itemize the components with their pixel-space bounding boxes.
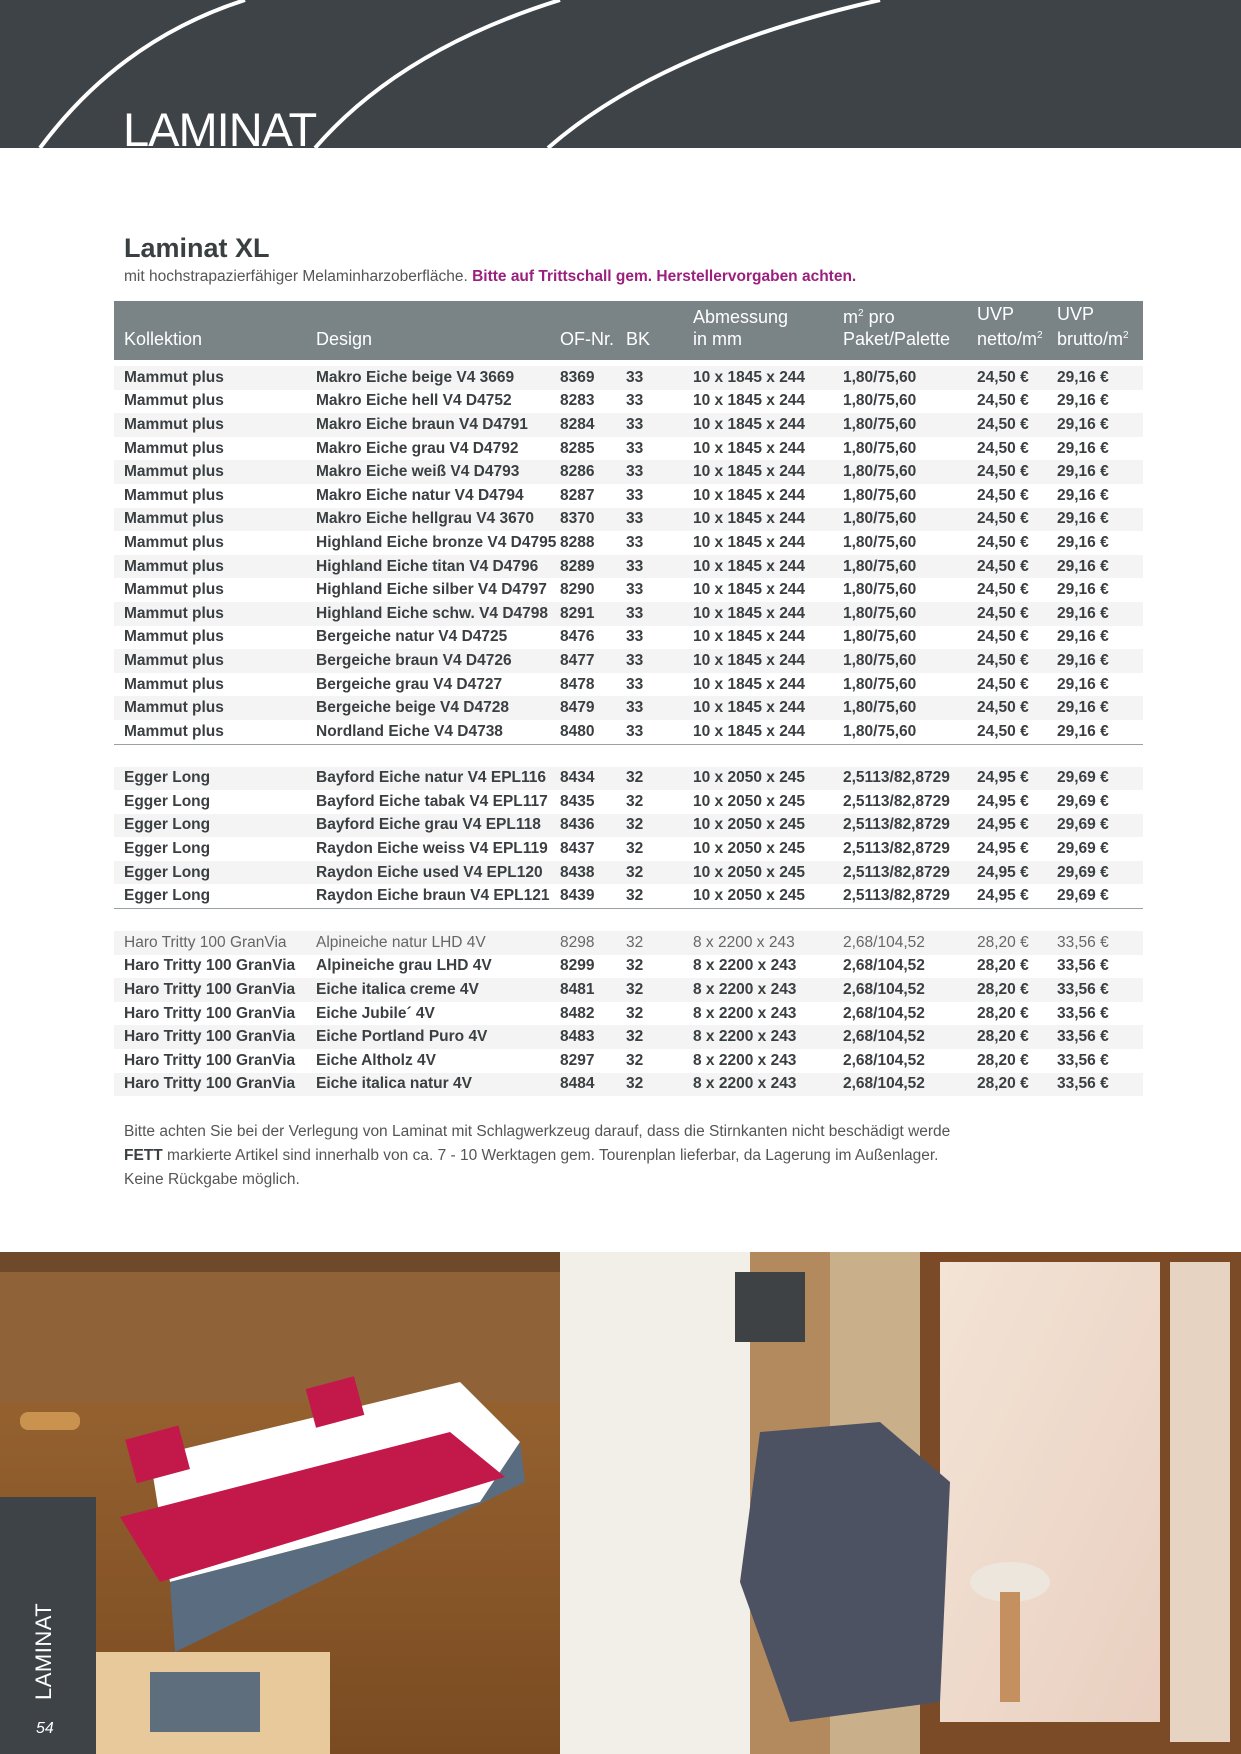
cell-bk: 33 bbox=[624, 602, 683, 626]
cell-brutto: 29,16 € bbox=[1055, 696, 1143, 720]
table-row bbox=[114, 814, 1143, 838]
cell-netto: 24,50 € bbox=[967, 437, 1055, 461]
cell-netto: 24,50 € bbox=[967, 484, 1055, 508]
table-row bbox=[114, 767, 1143, 791]
cell-of-nr: 8481 bbox=[558, 978, 624, 1002]
col-header-abmessung: Abmessung in mm bbox=[683, 301, 833, 360]
cell-brutto: 29,16 € bbox=[1055, 578, 1143, 602]
cell-of-nr: 8297 bbox=[558, 1049, 624, 1073]
cell-netto: 24,50 € bbox=[967, 555, 1055, 579]
cell-abmessung: 8 x 2200 x 243 bbox=[683, 1073, 833, 1097]
cell-abmessung: 10 x 1845 x 244 bbox=[683, 602, 833, 626]
table-row bbox=[114, 1049, 1143, 1073]
cell-bk: 33 bbox=[624, 413, 683, 437]
table-row bbox=[114, 1002, 1143, 1026]
cell-of-nr: 8288 bbox=[558, 531, 624, 555]
cell-abmessung: 10 x 1845 x 244 bbox=[683, 696, 833, 720]
cell-netto: 28,20 € bbox=[967, 1002, 1055, 1026]
cell-brutto: 29,69 € bbox=[1055, 767, 1143, 791]
cell-brutto: 29,16 € bbox=[1055, 460, 1143, 484]
cell-netto: 24,50 € bbox=[967, 602, 1055, 626]
cell-design: Raydon Eiche used V4 EPL120 bbox=[306, 861, 558, 885]
cell-brutto: 29,69 € bbox=[1055, 814, 1143, 838]
cell-brutto: 29,16 € bbox=[1055, 531, 1143, 555]
cell-bk: 33 bbox=[624, 390, 683, 414]
cell-of-nr: 8298 bbox=[558, 931, 624, 955]
cell-abmessung: 10 x 1845 x 244 bbox=[683, 531, 833, 555]
cell-abmessung: 10 x 1845 x 244 bbox=[683, 626, 833, 650]
cell-kollektion: Haro Tritty 100 GranVia bbox=[114, 1025, 306, 1049]
cell-kollektion: Mammut plus bbox=[114, 531, 306, 555]
cell-netto: 24,50 € bbox=[967, 626, 1055, 650]
cell-m2: 1,80/75,60 bbox=[833, 390, 967, 414]
cell-kollektion: Haro Tritty 100 GranVia bbox=[114, 955, 306, 979]
cell-kollektion: Mammut plus bbox=[114, 720, 306, 744]
table-row bbox=[114, 790, 1143, 814]
cell-m2: 2,68/104,52 bbox=[833, 1049, 967, 1073]
cell-design: Highland Eiche schw. V4 D4798 bbox=[306, 602, 558, 626]
cell-bk: 32 bbox=[624, 861, 683, 885]
table-row bbox=[114, 955, 1143, 979]
cell-of-nr: 8284 bbox=[558, 413, 624, 437]
cell-brutto: 29,16 € bbox=[1055, 555, 1143, 579]
cell-design: Highland Eiche titan V4 D4796 bbox=[306, 555, 558, 579]
cell-brutto: 29,16 € bbox=[1055, 602, 1143, 626]
subtitle-plain: mit hochstrapazierfähiger Melaminharzoberfläche. bbox=[124, 268, 468, 285]
cell-m2: 2,5113/82,8729 bbox=[833, 790, 967, 814]
cell-abmessung: 8 x 2200 x 243 bbox=[683, 1025, 833, 1049]
cell-of-nr: 8439 bbox=[558, 884, 624, 908]
cell-bk: 32 bbox=[624, 837, 683, 861]
cell-kollektion: Mammut plus bbox=[114, 578, 306, 602]
cell-design: Makro Eiche weiß V4 D4793 bbox=[306, 460, 558, 484]
cell-bk: 33 bbox=[624, 649, 683, 673]
cell-netto: 28,20 € bbox=[967, 955, 1055, 979]
table-row bbox=[114, 673, 1143, 697]
bedroom-illustration bbox=[0, 1252, 1241, 1754]
cell-design: Bergeiche natur V4 D4725 bbox=[306, 626, 558, 650]
cell-m2: 2,5113/82,8729 bbox=[833, 837, 967, 861]
table-row bbox=[114, 720, 1143, 744]
cell-netto: 24,50 € bbox=[967, 673, 1055, 697]
cell-of-nr: 8369 bbox=[558, 366, 624, 390]
cell-abmessung: 10 x 1845 x 244 bbox=[683, 484, 833, 508]
cell-kollektion: Egger Long bbox=[114, 837, 306, 861]
table-row bbox=[114, 1025, 1143, 1049]
cell-brutto: 29,16 € bbox=[1055, 413, 1143, 437]
cell-bk: 32 bbox=[624, 1049, 683, 1073]
cell-kollektion: Haro Tritty 100 GranVia bbox=[114, 1073, 306, 1097]
cell-netto: 24,95 € bbox=[967, 884, 1055, 908]
table-row bbox=[114, 460, 1143, 484]
cell-netto: 24,50 € bbox=[967, 508, 1055, 532]
cell-kollektion: Mammut plus bbox=[114, 673, 306, 697]
cell-m2: 1,80/75,60 bbox=[833, 555, 967, 579]
cell-bk: 33 bbox=[624, 720, 683, 744]
table-row bbox=[114, 531, 1143, 555]
cell-kollektion: Mammut plus bbox=[114, 602, 306, 626]
cell-bk: 33 bbox=[624, 508, 683, 532]
cell-design: Highland Eiche silber V4 D4797 bbox=[306, 578, 558, 602]
cell-kollektion: Mammut plus bbox=[114, 460, 306, 484]
col-header-kollektion: Kollektion bbox=[114, 301, 306, 360]
cell-design: Makro Eiche natur V4 D4794 bbox=[306, 484, 558, 508]
cell-brutto: 29,16 € bbox=[1055, 626, 1143, 650]
cell-bk: 32 bbox=[624, 1073, 683, 1097]
table-row bbox=[114, 1073, 1143, 1097]
cell-design: Eiche italica creme 4V bbox=[306, 978, 558, 1002]
cell-m2: 1,80/75,60 bbox=[833, 602, 967, 626]
cell-bk: 33 bbox=[624, 531, 683, 555]
cell-bk: 32 bbox=[624, 884, 683, 908]
cell-bk: 33 bbox=[624, 696, 683, 720]
cell-bk: 32 bbox=[624, 978, 683, 1002]
table-row bbox=[114, 931, 1143, 955]
cell-design: Raydon Eiche weiss V4 EPL119 bbox=[306, 837, 558, 861]
table-row bbox=[114, 649, 1143, 673]
cell-kollektion: Mammut plus bbox=[114, 437, 306, 461]
cell-netto: 28,20 € bbox=[967, 1073, 1055, 1097]
cell-brutto: 29,16 € bbox=[1055, 366, 1143, 390]
cell-kollektion: Egger Long bbox=[114, 861, 306, 885]
cell-m2: 1,80/75,60 bbox=[833, 484, 967, 508]
cell-abmessung: 10 x 1845 x 244 bbox=[683, 508, 833, 532]
cell-bk: 33 bbox=[624, 484, 683, 508]
cell-design: Alpineiche grau LHD 4V bbox=[306, 955, 558, 979]
cell-netto: 28,20 € bbox=[967, 978, 1055, 1002]
cell-abmessung: 10 x 2050 x 245 bbox=[683, 884, 833, 908]
subtitle-highlight: Bitte auf Trittschall gem. Herstellervorgaben achten. bbox=[472, 268, 857, 285]
table-row bbox=[114, 696, 1143, 720]
cell-kollektion: Mammut plus bbox=[114, 413, 306, 437]
header-title: LAMINAT bbox=[123, 103, 317, 148]
cell-of-nr: 8299 bbox=[558, 955, 624, 979]
cell-design: Makro Eiche braun V4 D4791 bbox=[306, 413, 558, 437]
cell-design: Bayford Eiche natur V4 EPL116 bbox=[306, 767, 558, 791]
cell-design: Eiche italica natur 4V bbox=[306, 1073, 558, 1097]
table-row bbox=[114, 578, 1143, 602]
cell-brutto: 29,16 € bbox=[1055, 720, 1143, 744]
col-header-bk: BK bbox=[624, 301, 683, 360]
cell-kollektion: Mammut plus bbox=[114, 649, 306, 673]
cell-m2: 2,5113/82,8729 bbox=[833, 884, 967, 908]
cell-kollektion: Egger Long bbox=[114, 790, 306, 814]
cell-kollektion: Haro Tritty 100 GranVia bbox=[114, 1002, 306, 1026]
cell-m2: 1,80/75,60 bbox=[833, 626, 967, 650]
cell-netto: 24,50 € bbox=[967, 649, 1055, 673]
cell-bk: 32 bbox=[624, 955, 683, 979]
cell-brutto: 29,69 € bbox=[1055, 837, 1143, 861]
cell-abmessung: 10 x 1845 x 244 bbox=[683, 413, 833, 437]
cell-brutto: 29,16 € bbox=[1055, 437, 1143, 461]
cell-abmessung: 8 x 2200 x 243 bbox=[683, 955, 833, 979]
cell-brutto: 29,16 € bbox=[1055, 649, 1143, 673]
note-line-3: Keine Rückgabe möglich. bbox=[124, 1171, 300, 1188]
cell-netto: 24,50 € bbox=[967, 578, 1055, 602]
cell-kollektion: Egger Long bbox=[114, 814, 306, 838]
cell-bk: 33 bbox=[624, 366, 683, 390]
cell-netto: 24,50 € bbox=[967, 531, 1055, 555]
cell-kollektion: Mammut plus bbox=[114, 484, 306, 508]
section-title: Laminat XL bbox=[124, 233, 270, 263]
cell-m2: 1,80/75,60 bbox=[833, 673, 967, 697]
cell-brutto: 29,69 € bbox=[1055, 861, 1143, 885]
note-bold-word: FETT bbox=[124, 1147, 163, 1164]
cell-m2: 2,5113/82,8729 bbox=[833, 767, 967, 791]
cell-design: Makro Eiche grau V4 D4792 bbox=[306, 437, 558, 461]
cell-of-nr: 8289 bbox=[558, 555, 624, 579]
table-row bbox=[114, 861, 1143, 885]
cell-abmessung: 8 x 2200 x 243 bbox=[683, 1049, 833, 1073]
cell-kollektion: Egger Long bbox=[114, 767, 306, 791]
cell-abmessung: 10 x 1845 x 244 bbox=[683, 555, 833, 579]
cell-design: Makro Eiche beige V4 3669 bbox=[306, 366, 558, 390]
cell-m2: 2,5113/82,8729 bbox=[833, 814, 967, 838]
cell-brutto: 29,16 € bbox=[1055, 390, 1143, 414]
cell-netto: 28,20 € bbox=[967, 931, 1055, 955]
cell-design: Bayford Eiche grau V4 EPL118 bbox=[306, 814, 558, 838]
cell-m2: 1,80/75,60 bbox=[833, 413, 967, 437]
cell-of-nr: 8291 bbox=[558, 602, 624, 626]
col-header-design: Design bbox=[306, 301, 558, 360]
cell-of-nr: 8290 bbox=[558, 578, 624, 602]
cell-kollektion: Mammut plus bbox=[114, 696, 306, 720]
cell-of-nr: 8437 bbox=[558, 837, 624, 861]
cell-m2: 2,68/104,52 bbox=[833, 955, 967, 979]
cell-bk: 32 bbox=[624, 814, 683, 838]
cell-brutto: 33,56 € bbox=[1055, 978, 1143, 1002]
cell-m2: 1,80/75,60 bbox=[833, 437, 967, 461]
cell-m2: 1,80/75,60 bbox=[833, 649, 967, 673]
cell-brutto: 33,56 € bbox=[1055, 931, 1143, 955]
cell-brutto: 33,56 € bbox=[1055, 1073, 1143, 1097]
cell-brutto: 29,16 € bbox=[1055, 484, 1143, 508]
cell-abmessung: 10 x 2050 x 245 bbox=[683, 814, 833, 838]
cell-abmessung: 10 x 1845 x 244 bbox=[683, 437, 833, 461]
cell-abmessung: 10 x 2050 x 245 bbox=[683, 861, 833, 885]
table-header-row bbox=[114, 301, 1143, 360]
cell-abmessung: 10 x 1845 x 244 bbox=[683, 390, 833, 414]
cell-netto: 24,50 € bbox=[967, 366, 1055, 390]
cell-of-nr: 8434 bbox=[558, 767, 624, 791]
cell-brutto: 29,69 € bbox=[1055, 790, 1143, 814]
cell-m2: 2,68/104,52 bbox=[833, 978, 967, 1002]
cell-brutto: 29,16 € bbox=[1055, 508, 1143, 532]
cell-abmessung: 10 x 1845 x 244 bbox=[683, 578, 833, 602]
cell-m2: 2,5113/82,8729 bbox=[833, 861, 967, 885]
cell-netto: 24,50 € bbox=[967, 460, 1055, 484]
cell-kollektion: Mammut plus bbox=[114, 390, 306, 414]
cell-of-nr: 8436 bbox=[558, 814, 624, 838]
cell-design: Raydon Eiche braun V4 EPL121 bbox=[306, 884, 558, 908]
cell-of-nr: 8483 bbox=[558, 1025, 624, 1049]
note-line-1: Bitte achten Sie bei der Verlegung von Laminat mit Schlagwerkzeug darauf, dass die Stirnkanten nicht beschädigt werde bbox=[124, 1123, 951, 1140]
cell-m2: 1,80/75,60 bbox=[833, 508, 967, 532]
cell-brutto: 33,56 € bbox=[1055, 955, 1143, 979]
col-header-m2: $m^2$ pro Paket/Palette bbox=[833, 301, 967, 360]
table-row bbox=[114, 437, 1143, 461]
cell-design: Bayford Eiche tabak V4 EPL117 bbox=[306, 790, 558, 814]
cell-of-nr: 8484 bbox=[558, 1073, 624, 1097]
table-row bbox=[114, 366, 1143, 390]
price-table bbox=[114, 301, 1143, 1096]
table-row bbox=[114, 837, 1143, 861]
table-row bbox=[114, 390, 1143, 414]
cell-abmessung: 8 x 2200 x 243 bbox=[683, 1002, 833, 1026]
cell-of-nr: 8370 bbox=[558, 508, 624, 532]
cell-bk: 32 bbox=[624, 1025, 683, 1049]
section-subtitle bbox=[124, 268, 856, 286]
cell-m2: 1,80/75,60 bbox=[833, 720, 967, 744]
cell-netto: 28,20 € bbox=[967, 1049, 1055, 1073]
cell-kollektion: Haro Tritty 100 GranVia bbox=[114, 1049, 306, 1073]
cell-kollektion: Mammut plus bbox=[114, 366, 306, 390]
cell-netto: 24,50 € bbox=[967, 390, 1055, 414]
cell-abmessung: 10 x 1845 x 244 bbox=[683, 649, 833, 673]
cell-bk: 33 bbox=[624, 437, 683, 461]
cell-bk: 33 bbox=[624, 555, 683, 579]
bedroom-photo bbox=[0, 1252, 1241, 1754]
cell-of-nr: 8286 bbox=[558, 460, 624, 484]
cell-of-nr: 8438 bbox=[558, 861, 624, 885]
cell-kollektion: Mammut plus bbox=[114, 508, 306, 532]
cell-bk: 32 bbox=[624, 931, 683, 955]
cell-bk: 33 bbox=[624, 578, 683, 602]
cell-kollektion: Egger Long bbox=[114, 884, 306, 908]
col-header-of-nr: OF-Nr. bbox=[558, 301, 624, 360]
cell-bk: 33 bbox=[624, 673, 683, 697]
cell-of-nr: 8435 bbox=[558, 790, 624, 814]
cell-of-nr: 8476 bbox=[558, 626, 624, 650]
cell-m2: 1,80/75,60 bbox=[833, 696, 967, 720]
cell-of-nr: 8479 bbox=[558, 696, 624, 720]
cell-bk: 32 bbox=[624, 767, 683, 791]
cell-abmessung: 8 x 2200 x 243 bbox=[683, 931, 833, 955]
cell-of-nr: 8285 bbox=[558, 437, 624, 461]
cell-design: Alpineiche natur LHD 4V bbox=[306, 931, 558, 955]
cell-design: Bergeiche braun V4 D4726 bbox=[306, 649, 558, 673]
cell-design: Eiche Altholz 4V bbox=[306, 1049, 558, 1073]
cell-netto: 24,50 € bbox=[967, 413, 1055, 437]
note-line-2 bbox=[124, 1144, 950, 1168]
cell-design: Eiche Jubile´ 4V bbox=[306, 1002, 558, 1026]
cell-abmessung: 10 x 1845 x 244 bbox=[683, 366, 833, 390]
cell-bk: 32 bbox=[624, 1002, 683, 1026]
page-header bbox=[0, 0, 1241, 148]
cell-kollektion: Haro Tritty 100 GranVia bbox=[114, 978, 306, 1002]
cell-design: Makro Eiche hell V4 D4752 bbox=[306, 390, 558, 414]
cell-m2: 2,68/104,52 bbox=[833, 931, 967, 955]
cell-bk: 33 bbox=[624, 460, 683, 484]
cell-design: Bergeiche beige V4 D4728 bbox=[306, 696, 558, 720]
cell-of-nr: 8480 bbox=[558, 720, 624, 744]
cell-of-nr: 8287 bbox=[558, 484, 624, 508]
side-label: LAMINAT bbox=[31, 1602, 56, 1700]
cell-brutto: 29,16 € bbox=[1055, 673, 1143, 697]
table-row bbox=[114, 884, 1143, 908]
cell-brutto: 33,56 € bbox=[1055, 1049, 1143, 1073]
cell-netto: 24,50 € bbox=[967, 720, 1055, 744]
cell-abmessung: 10 x 1845 x 244 bbox=[683, 720, 833, 744]
cell-m2: 1,80/75,60 bbox=[833, 366, 967, 390]
page-number: 54 bbox=[36, 1720, 54, 1737]
cell-brutto: 33,56 € bbox=[1055, 1025, 1143, 1049]
cell-m2: 2,68/104,52 bbox=[833, 1073, 967, 1097]
cell-abmessung: 8 x 2200 x 243 bbox=[683, 978, 833, 1002]
col-header-uvp-netto: UVP netto/$m^2$ bbox=[967, 301, 1055, 360]
table-body bbox=[114, 360, 1143, 1096]
table-row bbox=[114, 484, 1143, 508]
cell-abmessung: 10 x 2050 x 245 bbox=[683, 790, 833, 814]
table-row bbox=[114, 602, 1143, 626]
notes bbox=[124, 1120, 950, 1192]
cell-bk: 32 bbox=[624, 790, 683, 814]
col-header-uvp-brutto: UVP brutto/$m^2$ bbox=[1055, 301, 1143, 360]
cell-of-nr: 8482 bbox=[558, 1002, 624, 1026]
cell-brutto: 33,56 € bbox=[1055, 1002, 1143, 1026]
cell-of-nr: 8283 bbox=[558, 390, 624, 414]
note-line-2-rest: markierte Artikel sind innerhalb von ca. 7 - 10 Werktagen gem. Tourenplan lieferbar, da Lagerung im Außenlager. bbox=[162, 1147, 939, 1164]
cell-netto: 24,95 € bbox=[967, 837, 1055, 861]
table-row bbox=[114, 978, 1143, 1002]
cell-m2: 2,68/104,52 bbox=[833, 1025, 967, 1049]
cell-netto: 24,50 € bbox=[967, 696, 1055, 720]
cell-of-nr: 8477 bbox=[558, 649, 624, 673]
cell-design: Highland Eiche bronze V4 D4795 bbox=[306, 531, 558, 555]
cell-kollektion: Mammut plus bbox=[114, 555, 306, 579]
cell-abmessung: 10 x 2050 x 245 bbox=[683, 837, 833, 861]
cell-brutto: 29,69 € bbox=[1055, 884, 1143, 908]
cell-netto: 28,20 € bbox=[967, 1025, 1055, 1049]
cell-netto: 24,95 € bbox=[967, 790, 1055, 814]
cell-abmessung: 10 x 1845 x 244 bbox=[683, 460, 833, 484]
cell-netto: 24,95 € bbox=[967, 814, 1055, 838]
cell-kollektion: Haro Tritty 100 GranVia bbox=[114, 931, 306, 955]
cell-abmessung: 10 x 2050 x 245 bbox=[683, 767, 833, 791]
cell-of-nr: 8478 bbox=[558, 673, 624, 697]
cell-bk: 33 bbox=[624, 626, 683, 650]
table-row bbox=[114, 508, 1143, 532]
cell-netto: 24,95 € bbox=[967, 861, 1055, 885]
table-row bbox=[114, 555, 1143, 579]
cell-m2: 1,80/75,60 bbox=[833, 460, 967, 484]
cell-m2: 1,80/75,60 bbox=[833, 578, 967, 602]
cell-kollektion: Mammut plus bbox=[114, 626, 306, 650]
cell-m2: 2,68/104,52 bbox=[833, 1002, 967, 1026]
table-row bbox=[114, 626, 1143, 650]
cell-netto: 24,95 € bbox=[967, 767, 1055, 791]
cell-design: Eiche Portland Puro 4V bbox=[306, 1025, 558, 1049]
cell-design: Bergeiche grau V4 D4727 bbox=[306, 673, 558, 697]
cell-abmessung: 10 x 1845 x 244 bbox=[683, 673, 833, 697]
cell-m2: 1,80/75,60 bbox=[833, 531, 967, 555]
table-row bbox=[114, 413, 1143, 437]
cell-design: Makro Eiche hellgrau V4 3670 bbox=[306, 508, 558, 532]
cell-design: Nordland Eiche V4 D4738 bbox=[306, 720, 558, 744]
